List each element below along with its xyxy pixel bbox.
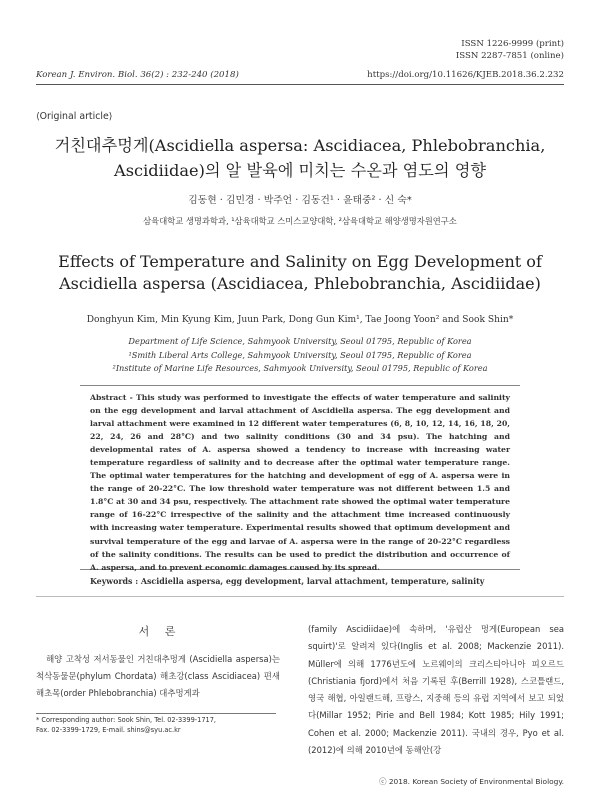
issn-block	[456, 38, 564, 62]
intro-left-column: 해양 고착성 저서동물인 거친대추멍게 (Ascidiella aspersa)는 척삭동물문(phylum Chordata) 해초강(class Ascidiacea) 편새해초목(order Phlebobranchia) 대추멍게과	[36, 654, 280, 699]
issn-online: ISSN 2287-7851 (online)	[455, 51, 564, 61]
corresponding-author-footnote	[36, 716, 286, 735]
korean-title-line1: 거친대추멍게(Ascidiella aspersa: Ascidiacea, Phlebobranchia,	[54, 136, 546, 155]
english-title-line1: Effects of Temperature and Salinity on Egg Development of	[58, 252, 542, 271]
doi-link[interactable]: https://doi.org/10.11626/KJEB.2018.36.2.232	[367, 70, 564, 80]
copyright-notice: ⓒ 2018. Korean Society of Environmental Biology.	[379, 777, 564, 786]
footnote-divider	[36, 713, 276, 714]
english-title-line2: Ascidiella aspersa (Ascidiacea, Phlebobranchia, Ascidiidae)	[59, 274, 541, 293]
article-type: ⟨Original article⟩	[36, 111, 113, 122]
keywords-divider	[36, 596, 564, 597]
footnote-line1: * Corresponding author: Sook Shin, Tel. 02-3399-1717,	[36, 716, 217, 724]
korean-title-line2: Ascidiidae)의 알 발육에 미치는 수온과 염도의 영향	[114, 161, 486, 180]
korean-title	[40, 133, 560, 183]
affiliation-2: ¹Smith Liberal Arts College, Sahmyook University, Seoul 01795, Republic of Korea	[128, 349, 472, 360]
issn-print: ISSN 1226-9999 (print)	[461, 39, 564, 49]
abstract-text: Abstract - This study was performed to investigate the effects of water temperature and salinity on the egg development and larval attachment of Ascidiella aspersa. The egg development and larval attachment were examined in 12 different water temperatures (6, 8, 10, 12, 14, 16, 18, 20, 22, 24, 26 and 28°C) and two salinity conditions (30 and 34 psu). The hatching and developmental rates of A. aspersa showed a tendency to increase with increasing water temperature regardless of salinity and to decrease after the optimal water temperature range. The optimal water temperatures for the hatching and development of egg of A. aspersa were in the range of 20-22°C. The low threshold water temperature was not different between 1.5 and 1.8°C at 30 and 34 psu, respectively. The attachment rate showed the optimal water temperature range of 16-22°C irrespective of the salinity and the attachment time increased continuously with increasing water temperature. Experimental results showed that optimum development and survival temperature of the egg and larvae of A. aspersa were in the range of 20-22°C regardless of the salinity conditions. The results can be used to predict the distribution and occurrence of A. aspersa, and to prevent economic damages caused by its spread.	[90, 393, 510, 572]
english-title	[40, 251, 560, 295]
english-affiliations	[40, 335, 560, 376]
header-divider	[36, 84, 564, 85]
keywords: Keywords : Ascidiella aspersa, egg development, larval attachment, temperature, salinity	[90, 577, 485, 586]
affiliation-1: Department of Life Science, Sahmyook University, Seoul 01795, Republic of Korea	[128, 336, 472, 346]
affiliation-3: ²Institute of Marine Life Resources, Sahmyook University, Seoul 01795, Republic of Korea	[112, 363, 488, 373]
korean-authors: 김동현 · 김민경 · 박주언 · 김동건¹ · 윤태중² · 신 숙*	[188, 195, 412, 206]
introduction-heading: 서 론	[138, 625, 182, 638]
english-authors: Donghyun Kim, Min Kyung Kim, Juun Park, Dong Gun Kim¹, Tae Joong Yoon² and Sook Shin*	[86, 315, 514, 325]
footnote-line2: Fax. 02-3399-1729, E-mail. shins@syu.ac.kr	[36, 725, 181, 734]
korean-affiliations: 삼육대학교 생명과학과, ¹삼육대학교 스미스교양대학, ²삼육대학교 해양생명자원연구소	[143, 216, 457, 226]
intro-right-column: (family Ascidiidae)에 속하며, '유럽산 멍게(European sea squirt)'로 알려져 있다(Inglis et al. 2008; Mackenzie 2011). Müller에 의해 1776년도에 노르웨이의 크리스티아니아 피오르드(Christiania fjord)에서 처음 기록된 후(Berrill 1928), 스코틀랜드, 영국 해협, 아일랜드해, 프랑스, 지중해 등의 유럽 지역에서 보고 되었다(Millar 1952; Pirie and Bell 1984; Kott 1985; Hily 1991; Cohen et al. 2000; Mackenzie 2011). 국내의 경우, Pyo et al. (2012)에 의해 2010년에 동해안(강	[308, 624, 564, 756]
journal-citation: Korean J. Environ. Biol. 36(2) : 232-240 (2018)	[36, 70, 239, 80]
